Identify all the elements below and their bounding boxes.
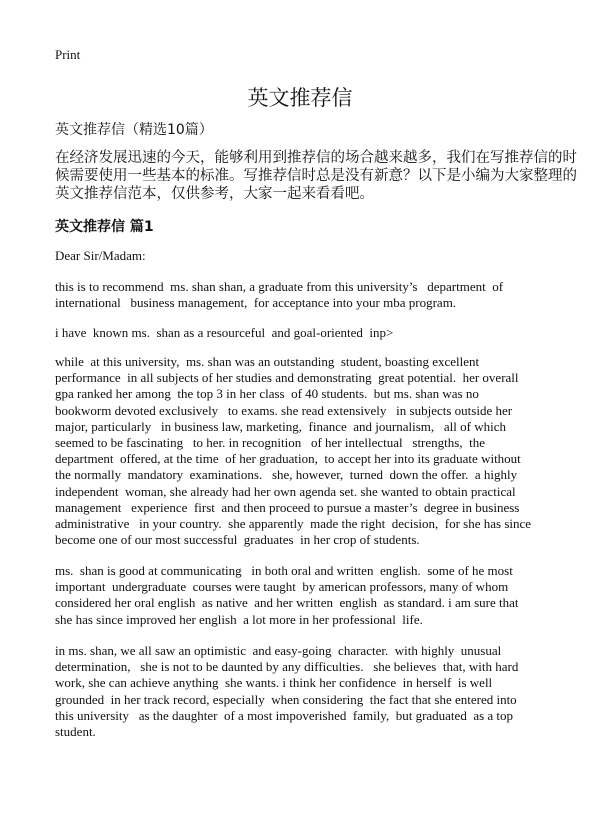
letter-paragraph: [55, 325, 393, 341]
paragraph-line: bookworm devoted exclusively to exams. she read extensively in subjects outside her: [55, 402, 513, 418]
letter-paragraph: [55, 563, 519, 628]
paragraph-line: gpa ranked her among the top 3 in her class of 40 students. but ms. shan was no: [55, 386, 479, 402]
paragraph-line: seemed to be fascinating to her. in recognition of her intellectual strengths, the: [55, 435, 485, 451]
paragraph-line: while at this university, ms. shan was an outstanding student, boasting excellent: [55, 354, 480, 369]
page-title: 英文推荐信: [247, 86, 353, 110]
document-subtitle: 英文推荐信（精选10篇）: [55, 122, 213, 138]
letter-paragraph: [55, 354, 531, 548]
intro-line: 英文推荐信范本，仅供参考，大家一起来看看吧。: [55, 186, 374, 202]
salutation: Dear Sir/Madam:: [55, 248, 146, 263]
intro-line: 候需要使用一些基本的标准。写推荐信时总是没有新意？以下是小编为大家整理的: [55, 168, 577, 184]
paragraph-line: this university as the daughter of a most impoverished family, but graduated as a top: [55, 707, 514, 723]
paragraph-line: this is to recommend ms. shan shan, a graduate from this university’s department of: [55, 279, 504, 294]
paragraph-line: work, she can achieve anything she wants. i think her confidence in herself is well: [55, 675, 493, 691]
paragraph-line: international business management, for acceptance into your mba program.: [55, 295, 457, 311]
paragraph-line: she has since improved her english a lot more in her professional life.: [55, 611, 423, 627]
paragraph-line: major, particularly in business law, marketing, finance and journalism, all of which: [55, 418, 506, 434]
paragraph-line: determination, she is not to be daunted by any difficulties. she believes that, with hard: [55, 659, 519, 675]
paragraph-line: department offered, at the time of her graduation, to accept her into its graduate without: [55, 451, 521, 467]
paragraph-line: i have known ms. shan as a resourceful and goal-oriented inp>: [55, 325, 394, 340]
paragraph-line: performance in all subjects of her studies and demonstrating great potential. her overall: [55, 370, 519, 386]
letter-paragraph: [55, 279, 503, 311]
paragraph-line: ms. shan is good at communicating in both oral and written english. some of he most: [55, 563, 513, 578]
paragraph-line: important undergraduate courses were taught by american professors, many of whom: [55, 579, 509, 595]
paragraph-line: independent woman, she already had her own agenda set. she wanted to obtain practical: [55, 483, 516, 499]
paragraph-line: management experience first and then proceed to pursue a master’s degree in business: [55, 499, 520, 515]
paragraph-line: the normally mandatory examinations. she, however, turned down the offer. a highly: [55, 467, 518, 483]
paragraph-line: considered her oral english as native and her written english as standard. i am sure that: [55, 595, 519, 611]
paragraph-line: in ms. shan, we all saw an optimistic and easy-going character. with highly unusual: [55, 643, 502, 658]
paragraph-line: student.: [55, 724, 96, 740]
section-heading: 英文推荐信 篇1: [55, 219, 154, 235]
print-link[interactable]: Print: [55, 47, 81, 62]
paragraph-line: become one of our most successful graduates in her crop of students.: [55, 532, 420, 548]
paragraph-line: administrative in your country. she apparently made the right decision, for she has since: [55, 516, 532, 532]
paragraph-line: grounded in her track record, especially when considering the fact that she entered into: [55, 691, 517, 707]
intro-line: 在经济发展迅速的今天，能够利用到推荐信的场合越来越多，我们在写推荐信的时: [55, 150, 577, 166]
intro-paragraph: [55, 149, 577, 203]
letter-paragraph: [55, 643, 518, 740]
